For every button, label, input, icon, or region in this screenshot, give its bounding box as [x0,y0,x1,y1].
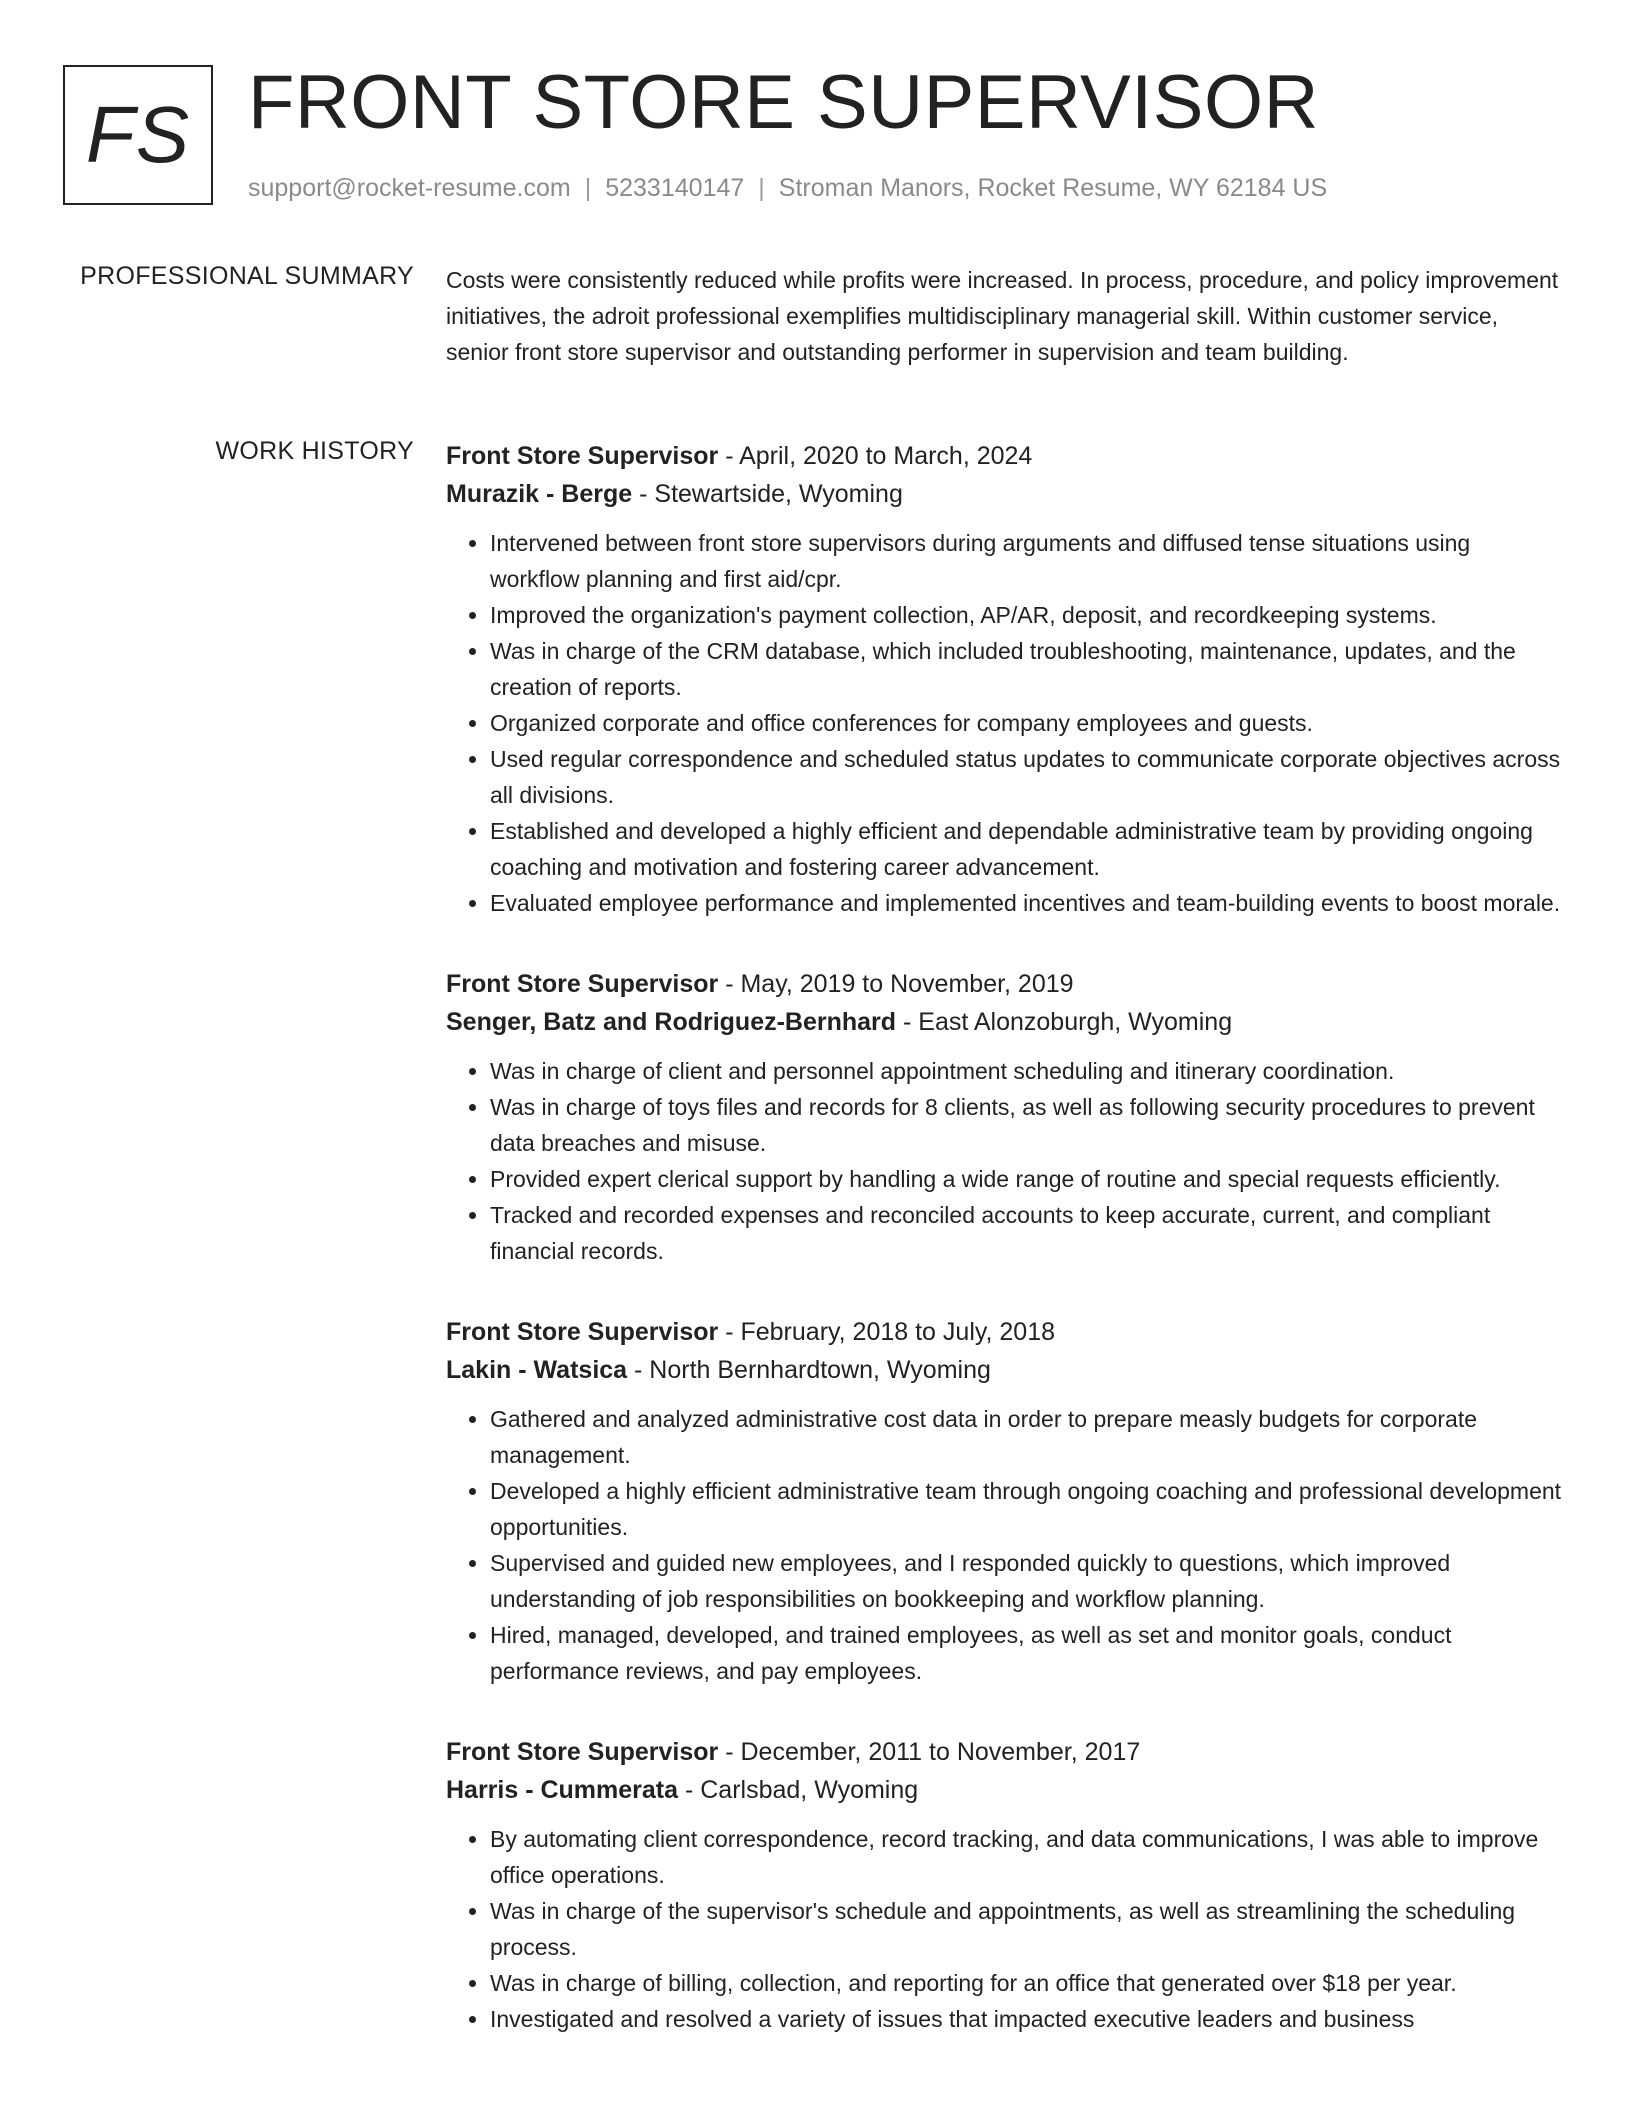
job-entry [446,965,1566,1269]
job-bullet: • Organized corporate and office conferences for company employees and guests. [490,705,1566,741]
job-bullet: • Was in charge of toys files and records for 8 clients, as well as following security procedures to prevent data breaches and misuse. [490,1089,1566,1161]
job-dates: - May, 2019 to November, 2019 [718,970,1074,998]
job-bullet: • Was in charge of billing, collection, and reporting for an office that generated over $18 per year. [490,1965,1566,2001]
job-dates: - April, 2020 to March, 2024 [718,442,1033,470]
job-title: Front Store Supervisor [446,442,719,470]
job-bullet-list [446,1053,1566,1269]
job-bullet: • Provided expert clerical support by handling a wide range of routine and special requests efficiently. [490,1161,1566,1197]
monogram-badge: FS [63,65,213,205]
candidate-name: FRONT STORE SUPERVISOR [248,60,1319,145]
contact-line [248,174,1327,203]
job-entry [446,1313,1566,1689]
work-history-body [446,437,1566,2081]
contact-phone: 5233140147 [605,174,745,202]
job-title-line [446,1313,1566,1351]
job-company-line [446,1351,1566,1389]
job-location: - Stewartside, Wyoming [632,480,903,508]
job-bullet-list [446,1821,1566,2037]
job-company: Murazik - Berge [446,480,633,508]
job-bullet: • Was in charge of client and personnel appointment scheduling and itinerary coordination. [490,1053,1566,1089]
resume-header [63,60,1572,210]
job-dates: - February, 2018 to July, 2018 [718,1318,1056,1346]
contact-address: Stroman Manors, Rocket Resume, WY 62184 US [778,174,1328,202]
job-company-line [446,1003,1566,1041]
work-history-heading: WORK HISTORY [215,437,414,465]
job-title-line [446,965,1566,1003]
job-bullet: • Hired, managed, developed, and trained employees, as well as set and monitor goals, conduct performance reviews, and pay employees. [490,1617,1566,1689]
job-company-line [446,475,1566,513]
summary-heading: PROFESSIONAL SUMMARY [80,262,414,290]
contact-separator: | [584,174,592,202]
job-dates: - December, 2011 to November, 2017 [718,1738,1141,1766]
job-bullet: • Investigated and resolved a variety of issues that impacted executive leaders and business [490,2001,1566,2037]
job-bullet: • By automating client correspondence, record tracking, and data communications, I was able to improve office operations. [490,1821,1566,1893]
job-bullet: • Intervened between front store supervisors during arguments and diffused tense situations using workflow planning and first aid/cpr. [490,525,1566,597]
job-bullet: • Evaluated employee performance and implemented incentives and team-building events to boost morale. [490,885,1566,921]
job-title: Front Store Supervisor [446,1738,719,1766]
job-bullet: • Tracked and recorded expenses and reconciled accounts to keep accurate, current, and compliant financial records. [490,1197,1566,1269]
contact-email: support@rocket-resume.com [248,174,571,202]
job-bullet: • Established and developed a highly efficient and dependable administrative team by providing ongoing coaching and motivation and fostering career advancement. [490,813,1566,885]
job-title: Front Store Supervisor [446,970,719,998]
job-bullet: • Developed a highly efficient administrative team through ongoing coaching and professional development opportunities. [490,1473,1566,1545]
job-company: Lakin - Watsica [446,1356,628,1384]
job-title-line [446,1733,1566,1771]
job-bullet-list [446,525,1566,921]
job-company: Harris - Cummerata [446,1776,679,1804]
job-title-line [446,437,1566,475]
job-bullet: • Gathered and analyzed administrative cost data in order to prepare measly budgets for corporate management. [490,1401,1566,1473]
job-bullet: • Supervised and guided new employees, and I responded quickly to questions, which improved understanding of job responsibilities on bookkeeping and workflow planning. [490,1545,1566,1617]
summary-text: Costs were consistently reduced while profits were increased. In process, procedure, and policy improvement initiatives, the adroit professional exemplifies multidisciplinary managerial skill. Within customer service, senior front store supervisor and outstanding performer in supervision and team building. [446,267,1559,365]
job-bullet: • Was in charge of the supervisor's schedule and appointments, as well as streamlining the scheduling process. [490,1893,1566,1965]
job-company: Senger, Batz and Rodriguez-Bernhard [446,1008,897,1036]
summary-body [446,262,1566,370]
job-entry [446,1733,1566,2037]
job-location: - North Bernhardtown, Wyoming [627,1356,991,1384]
job-title: Front Store Supervisor [446,1318,719,1346]
job-location: - East Alonzoburgh, Wyoming [896,1008,1233,1036]
job-bullet: • Improved the organization's payment collection, AP/AR, deposit, and recordkeeping systems. [490,597,1566,633]
contact-separator: | [758,174,765,202]
job-location: - Carlsbad, Wyoming [678,1776,919,1804]
job-bullet: • Was in charge of the CRM database, which included troubleshooting, maintenance, updates, and the creation of reports. [490,633,1566,705]
job-entry [446,437,1566,921]
job-bullet-list [446,1401,1566,1689]
job-bullet: • Used regular correspondence and scheduled status updates to communicate corporate objectives across all divisions. [490,741,1566,813]
job-company-line [446,1771,1566,1809]
